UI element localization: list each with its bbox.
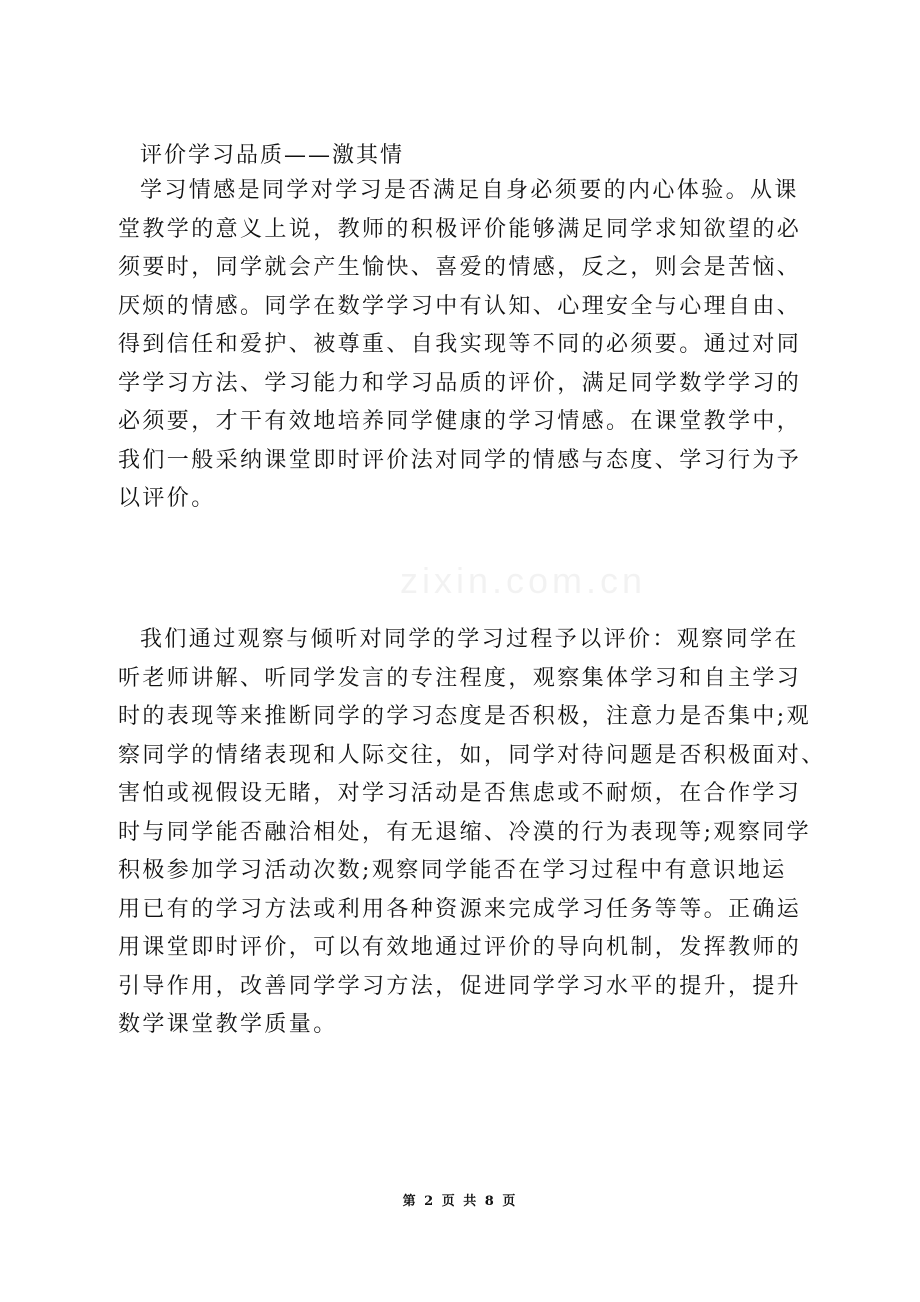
paragraph-line: 堂教学的意义上说，教师的积极评价能够满足同学求知欲望的必 <box>118 216 802 242</box>
paragraph-line: 厌烦的情感。同学在数学学习中有认知、心理安全与心理自由、 <box>118 293 802 319</box>
paragraph-line: 用已有的学习方法或利用各种资源来完成学习任务等等。正确运 <box>118 896 802 922</box>
paragraph-line: 积极参加学习活动次数;观察同学能否在学习过程中有意识地运 <box>118 858 787 883</box>
paragraph-line: 时的表现等来推断同学的学习态度是否积极，注意力是否集中;观 <box>118 704 812 729</box>
paragraph-line: 须要时，同学就会产生愉快、喜爱的情感，反之，则会是苦恼、 <box>118 255 802 280</box>
paragraph-line: 必须要，才干有效地培养同学健康的学习情感。在课堂教学中， <box>118 409 802 434</box>
paragraph-line: 得到信任和爱护、被尊重、自我实现等不同的必须要。通过对同 <box>118 332 802 357</box>
paragraph-line: 学习情感是同学对学习是否满足自身必须要的内心体验。从课 <box>140 178 799 203</box>
paragraph-line: 察同学的情绪表现和人际交往，如，同学对待问题是否积极面对、 <box>118 742 826 768</box>
paragraph-line: 时与同学能否融洽相处，有无退缩、冷漠的行为表现等;观察同学 <box>118 819 812 845</box>
page-footer: 第 2 页 共 8 页 <box>402 1194 518 1209</box>
paragraph-line: 用课堂即时评价，可以有效地通过评价的导向机制，发挥教师的 <box>118 935 802 960</box>
paragraph-line: 以评价。 <box>118 486 216 511</box>
paragraph-line: 害怕或视假设无睹，对学习活动是否焦虑或不耐烦，在合作学习 <box>118 781 802 806</box>
paragraph-line: 我们通过观察与倾听对同学的学习过程予以评价：观察同学在 <box>140 627 799 652</box>
paragraph-1 <box>118 172 818 519</box>
paragraph-line: 听老师讲解、听同学发言的专注程度，观察集体学习和自主学习 <box>118 665 802 691</box>
watermark: zixin.com.cn <box>400 560 647 601</box>
paragraph-line: 学学习方法、学习能力和学习品质的评价，满足同学数学学习的 <box>118 370 802 396</box>
section-heading: 评价学习品质——激其情 <box>140 143 405 168</box>
paragraph-line: 引导作用，改善同学学习方法，促进同学学习水平的提升，提升 <box>118 973 802 999</box>
paragraph-line: 我们一般采纳课堂即时评价法对同学的情感与态度、学习行为予 <box>118 447 802 473</box>
paragraph-2 <box>118 621 826 1045</box>
paragraph-line: 数学课堂教学质量。 <box>118 1012 338 1037</box>
